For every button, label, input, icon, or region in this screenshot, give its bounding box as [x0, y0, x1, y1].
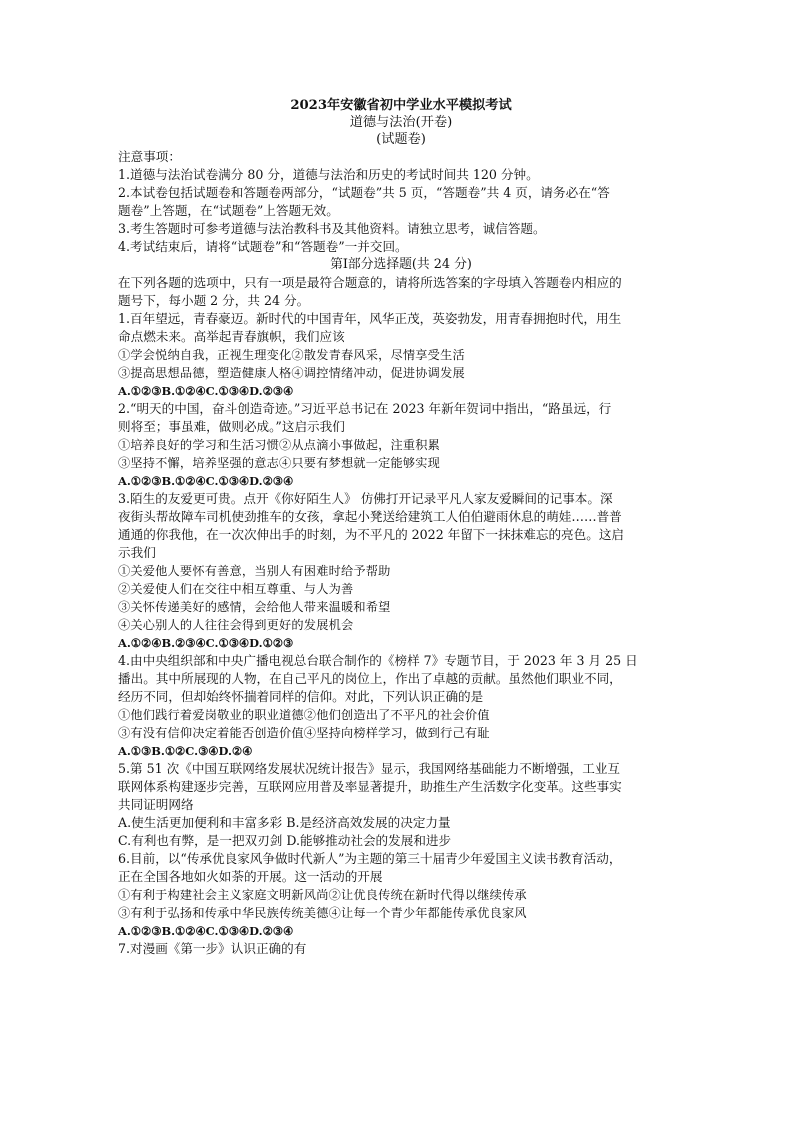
answer-choices: A.①②③B.①②④C.①③④D.②③④: [118, 384, 294, 398]
question-stem: 正在全国各地如火如荼的开展。这一活动的开展: [118, 869, 383, 884]
exam-title: 2023年安徽省初中学业水平模拟考试: [290, 98, 512, 113]
question-4: [118, 652, 684, 760]
question-stem: 7.对漫画《第一步》认识正确的有: [118, 941, 307, 956]
question-3: [118, 490, 684, 652]
exam-paper-type: (试题卷): [376, 132, 426, 147]
question-stem: 联网体系构建逐步完善，互联网应用普及率显著提升，助推生产生活数字化变革。这些事实: [118, 779, 622, 794]
question-stem: 命点燃未来。高举起青春旗帜，我们应该: [118, 329, 345, 344]
question-option-line: ③有利于弘扬和传承中华民族传统美德④让每一个青少年都能传承优良家风: [118, 906, 527, 920]
notes-item: 2.本试卷包括试题卷和答题卷两部分，“试题卷”共 5 页，“答题卷”共 4 页，请务必在“答: [118, 185, 610, 200]
question-stem: 播出。其中所展现的人物，在自己平凡的岗位上，作出了卓越的贡献。虽然他们职业不同，: [118, 671, 622, 686]
question-option-line: C.有利也有弊，是一把双刃剑 D.能够推动社会的发展和进步: [118, 833, 452, 848]
question-option-line: ①培养良好的学习和生活习惯②从点滴小事做起，注重积累: [118, 438, 441, 452]
question-option-line: ①他们践行着爱岗敬业的职业道德②他们创造出了不平凡的社会价值: [118, 708, 490, 722]
question-option-line: A.使生活更加便利和丰富多彩 B.是经济高效发展的决定力量: [118, 815, 451, 830]
question-1: [118, 310, 684, 400]
question-option-line: ①学会悦纳自我，正视生理变化②散发青春风采，尽情享受生活: [118, 348, 465, 362]
question-option-line: ③坚持不懈，培养坚强的意志④只要有梦想就一定能够实现: [118, 456, 441, 470]
question-5: [118, 760, 684, 850]
exam-page: [118, 97, 684, 958]
answer-choices: A.①③B.①②C.③④D.②④: [118, 744, 253, 758]
question-option-line: ②关爱使人们在交往中相互尊重、与人为善: [118, 582, 354, 596]
notes-item: 3.考生答题时可参考道德与法治教科书及其他资料。请独立思考，诚信答题。: [118, 221, 546, 236]
question-7: [118, 940, 684, 958]
question-option-line: ④关心别人的人往往会得到更好的发展机会: [118, 618, 354, 632]
question-6: [118, 850, 684, 940]
answer-choices: A.①②③B.①②④C.①③④D.②③④: [118, 474, 294, 488]
section-title: 第Ⅰ部分选择题(共 24 分): [330, 257, 472, 272]
question-stem: 通通的你我他，在一次次伸出手的时刻，为不平凡的 2022 年留下一抹抹难忘的亮色。这启: [118, 527, 625, 542]
exam-subject: 道德与法治(开卷): [349, 115, 453, 130]
question-stem: 夜街头帮故障车司机使劲推车的女孩，拿起小凳送给建筑工人伯伯避雨休息的萌娃……普普: [118, 509, 622, 524]
section-intro: 题号下，每小题 2 分，共 24 分。: [118, 293, 310, 308]
answer-choices: A.①②③B.①②④C.①③④D.②③④: [118, 924, 294, 938]
notes-item: 1.道德与法治试卷满分 80 分，道德与法治和历史的考试时间共 120 分钟。: [118, 167, 539, 182]
question-stem: 经历不同，但却始终怀揣着同样的信仰。对此，下列认识正确的是: [118, 689, 484, 704]
notes-item: 题卷”上答题，在“试题卷”上答题无效。: [118, 203, 339, 218]
question-stem: 1.百年望远，青春豪迈。新时代的中国青年，风华正茂，英姿勃发，用青春拥抱时代，用生: [118, 311, 622, 326]
notes-item: 4.考试结束后，请将“试题卷”和“答题卷”一并交回。: [118, 239, 408, 254]
question-stem: 5.第 51 次《中国互联网络发展状况统计报告》显示，我国网络基础能力不断增强，工业互: [118, 761, 621, 776]
notes-section: [118, 148, 684, 256]
answer-choices: A.①②④B.②③④C.①③④D.①②③: [118, 636, 294, 650]
section-intro: 在下列各题的选项中，只有一项是最符合题意的，请将所选答案的字母填入答题卷内相应的: [118, 275, 622, 290]
question-option-line: ③关怀传递美好的感情，会给他人带来温暖和希望: [118, 600, 391, 614]
question-stem: 3.陌生的友爱更可贵。点开《你好陌生人》 仿佛打开记录平凡人家友爱瞬间的记事本。深: [118, 491, 613, 506]
question-stem: 2.“明天的中国，奋斗创造奇迹。”习近平总书记在 2023 年新年贺词中指出，“路虽远，行: [118, 401, 612, 416]
question-2: [118, 400, 684, 490]
question-option-line: ①有利于构建社会主义家庭文明新风尚②让优良传统在新时代得以继续传承: [118, 888, 527, 902]
question-stem: 共同证明网络: [118, 797, 194, 812]
question-stem: 则将至；事虽难，做则必成。”这启示我们: [118, 419, 345, 434]
question-stem: 6.目前，以“传承优良家风争做时代新人”为主题的第三十届青少年爱国主义读书教育活动，: [118, 851, 622, 866]
question-option-line: ①关爱他人要怀有善意，当别人有困难时给予帮助: [118, 564, 391, 578]
question-stem: 4.由中央组织部和中央广播电视总台联合制作的《榜样 7》专题节目，于 2023 年 3 月 25 日: [118, 653, 638, 668]
question-stem: 示我们: [118, 545, 156, 560]
notes-heading: 注意事项：: [118, 149, 181, 164]
question-option-line: ③有没有信仰决定着能否创造价值④坚持向榜样学习，做到行己有耻: [118, 726, 490, 740]
question-option-line: ③提高思想品德，塑造健康人格④调控情绪冲动，促进协调发展: [118, 366, 465, 380]
